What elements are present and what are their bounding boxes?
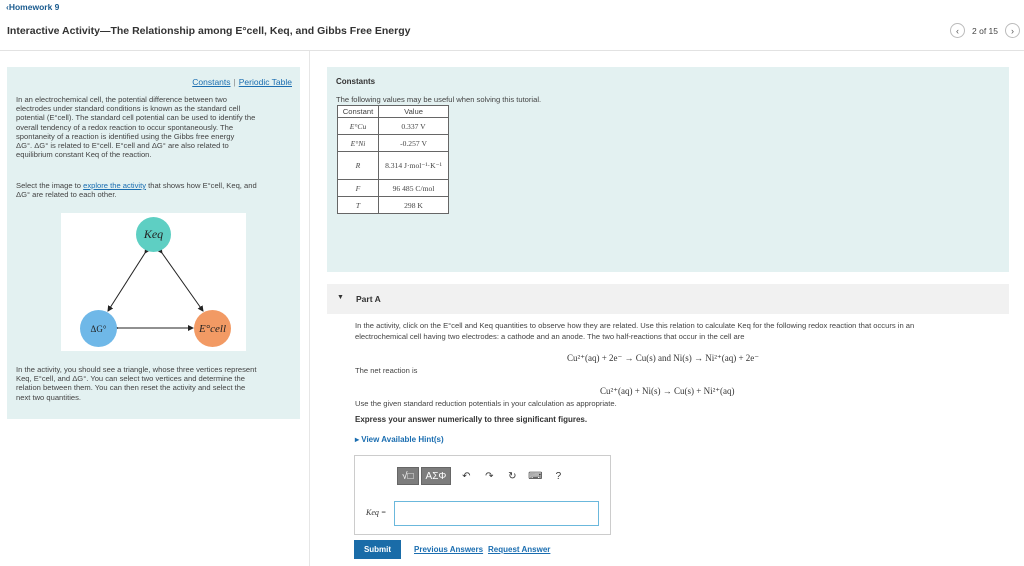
top-bar: [0, 0, 1024, 14]
math-toolbar: [397, 467, 566, 485]
net-reaction: Cu²⁺(aq) + Ni(s) → Cu(s) + Ni²⁺(aq): [600, 386, 735, 396]
symbols-label: ΑΣΦ: [425, 470, 447, 482]
column-header: Value: [379, 106, 449, 118]
constant-value: 298 K: [379, 197, 449, 214]
symbols-button[interactable]: [421, 467, 452, 485]
part-a-title: Part A: [356, 294, 381, 304]
constant-value: 0.337 V: [379, 118, 449, 135]
column-divider: [309, 51, 310, 566]
part-a-intro-line: In the activity, click on the E°cell and Keq quantities to observe how they are related. Use this relation to calculate Keq for the following redox reaction that occurs in an: [355, 321, 915, 330]
part-a-header[interactable]: [327, 284, 1009, 314]
intro-line: overall tendency of a redox reaction to occur spontaneously. The: [16, 122, 234, 132]
submit-button[interactable]: Submit: [354, 540, 401, 559]
keq-answer-input[interactable]: [394, 501, 599, 526]
reset-icon[interactable]: ↻: [508, 470, 517, 482]
calculation-note: Use the given standard reduction potentials in your calculation as appropriate.: [355, 399, 617, 408]
constant-name: R: [338, 152, 379, 180]
table-row: [338, 197, 449, 214]
intro-line: electrodes under standard conditions is known as the standard cell: [16, 104, 241, 114]
prompt-text: that shows how E°cell, Keq, and: [146, 181, 257, 190]
intro-line: equilibrium constant Keq of the reaction.: [16, 150, 152, 160]
description-line: relation between them. You can then reset the activity and select the: [16, 383, 246, 393]
intro-line: potential (E°cell). The standard cell potential can be used to identify the: [16, 113, 256, 123]
item-navigation: [950, 23, 1020, 38]
constants-title: Constants: [336, 77, 376, 86]
chevron-left-icon: ‹: [956, 25, 959, 36]
constant-name: E°Cu: [338, 118, 379, 135]
back-label: Homework 9: [8, 2, 60, 12]
table-row: [338, 118, 449, 135]
page-title: Interactive Activity—The Relationship among E°cell, Keq, and Gibbs Free Energy: [7, 25, 411, 37]
activity-description: [16, 365, 298, 402]
answer-label: Keq =: [366, 508, 387, 517]
intro-line: ΔG°. ΔG° is related to E°cell. E°cell and ΔG° are also related to: [16, 141, 229, 151]
redo-icon[interactable]: ↷: [485, 470, 494, 482]
answer-instruction: Express your answer numerically to three significant figures.: [355, 415, 588, 424]
delta-g-vertex: ΔG°: [80, 310, 117, 347]
description-line: Keq, E°cell, and ΔG°. You can select two vertices and determine the: [16, 374, 245, 384]
next-item-button[interactable]: [1005, 23, 1020, 38]
periodic-table-link[interactable]: Periodic Table: [238, 77, 292, 87]
intro-line: spontaneity of a reaction is identified using the Gibbs free energy: [16, 131, 235, 141]
half-reactions: Cu²⁺(aq) + 2e⁻ → Cu(s) and Ni(s) → Ni²⁺(aq) + 2e⁻: [567, 353, 760, 363]
constant-name: T: [338, 197, 379, 214]
column-header: Constant: [338, 106, 379, 118]
prompt-text: ΔG° are related to each other.: [16, 190, 117, 200]
activity-prompt: [16, 181, 298, 199]
previous-item-button[interactable]: [950, 23, 965, 38]
constants-intro: The following values may be useful when solving this tutorial.: [336, 95, 542, 104]
constants-link[interactable]: Constants: [192, 77, 231, 87]
ecell-vertex: E°cell: [194, 310, 231, 347]
view-hints-link[interactable]: ▸ View Available Hint(s): [355, 435, 444, 444]
help-icon[interactable]: ?: [555, 470, 562, 482]
constant-value: -0.257 V: [379, 135, 449, 152]
description-line: next two quantities.: [16, 392, 82, 402]
intro-line: In an electrochemical cell, the potential difference between two: [16, 95, 227, 104]
keq-dg-arrow: [108, 253, 145, 311]
keq-ecell-arrow: [162, 253, 203, 311]
item-counter: 2 of 15: [972, 25, 998, 36]
link-separator: |: [233, 77, 236, 87]
table-row: [338, 152, 449, 180]
header-divider: [0, 50, 1024, 51]
hints-label: View Available Hint(s): [361, 435, 444, 444]
keyboard-icon[interactable]: ⌨: [528, 470, 543, 482]
activity-triangle-image[interactable]: [61, 213, 246, 351]
request-answer-link[interactable]: Request Answer: [488, 545, 551, 554]
previous-answers-link[interactable]: Previous Answers: [414, 545, 484, 554]
explore-activity-link[interactable]: explore the activity: [83, 181, 147, 190]
undo-icon[interactable]: ↶: [462, 470, 471, 482]
constants-table: [337, 105, 449, 214]
constant-value: 96 485 C/mol: [379, 180, 449, 197]
keq-vertex: Keq: [136, 217, 171, 252]
back-to-homework-link[interactable]: ‹Homework 9: [6, 2, 60, 12]
constant-name: E°Ni: [338, 135, 379, 152]
resource-links: [192, 77, 292, 87]
chevron-right-icon: ›: [1011, 25, 1014, 36]
caret-down-icon: ▼: [337, 294, 344, 301]
constants-panel: [327, 67, 1009, 272]
table-row: [338, 135, 449, 152]
part-a-intro-line: electrochemical cell having two electrodes: a cathode and an anode. The two half-reactions that occur in the cell are: [355, 332, 745, 341]
constant-name: F: [338, 180, 379, 197]
description-line: In the activity, you should see a triangle, whose three vertices represent: [16, 365, 257, 374]
prompt-text: Select the image to: [16, 181, 84, 190]
constant-value: 8.314 J·mol⁻¹·K⁻¹: [379, 152, 449, 180]
intro-panel: [7, 67, 300, 419]
templates-label: √□: [402, 470, 414, 482]
net-reaction-label: The net reaction is: [355, 366, 418, 375]
table-header-row: [338, 106, 449, 118]
intro-paragraph: [16, 95, 298, 159]
table-row: [338, 180, 449, 197]
answer-editor: [354, 455, 611, 535]
templates-button[interactable]: [397, 467, 419, 485]
